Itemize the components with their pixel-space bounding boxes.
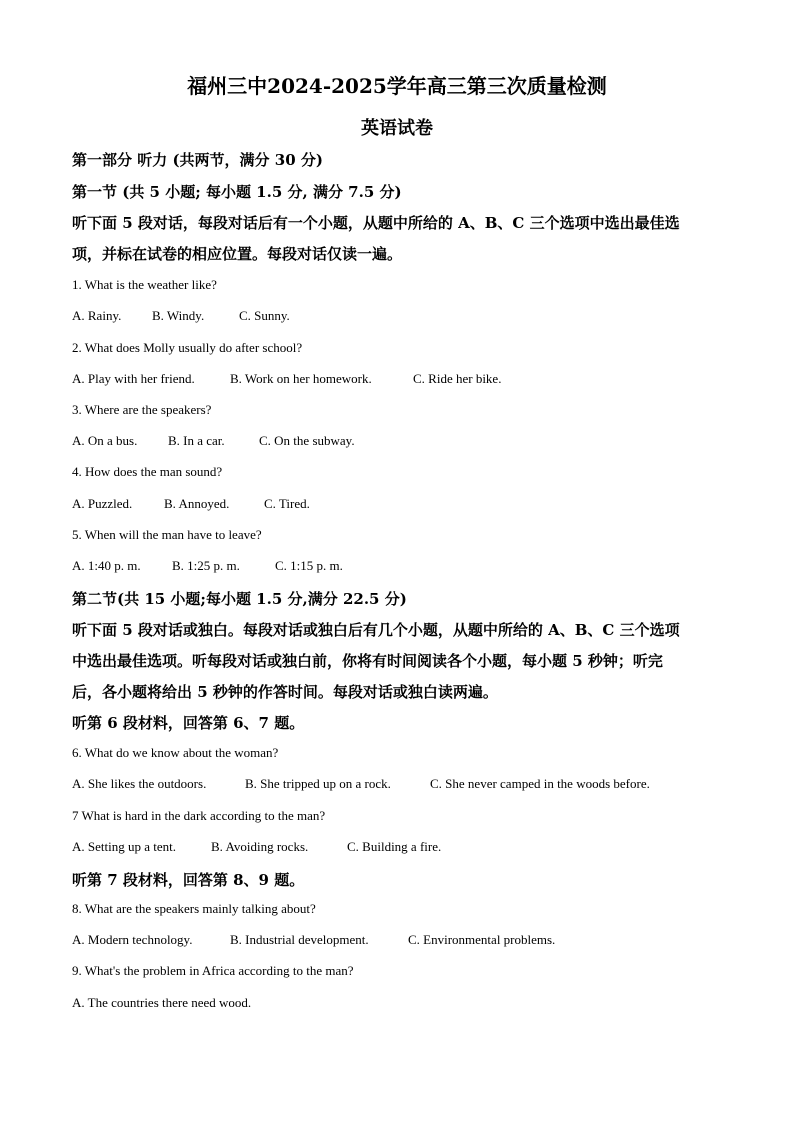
- question-options: [72, 558, 343, 574]
- option: C. Ride her bike.: [413, 371, 502, 386]
- option: A. Puzzled.: [72, 496, 133, 511]
- option: C. 1:15 p. m.: [275, 558, 343, 573]
- question-options: [72, 776, 650, 792]
- exam-title: 福州三中2024-2025学年高三第三次质量检测: [187, 74, 607, 98]
- question-options: [72, 433, 355, 449]
- option: B. Annoyed.: [164, 496, 230, 511]
- option: A. Setting up a tent.: [72, 839, 176, 854]
- option: A. Rainy.: [72, 308, 122, 323]
- option: C. Tired.: [264, 496, 310, 511]
- question-text: 9. What's the problem in Africa according to the man?: [72, 963, 354, 978]
- option: A. Modern technology.: [72, 932, 193, 947]
- question-options: [72, 839, 441, 855]
- option: B. In a car.: [168, 433, 225, 448]
- section1-instruction-line: 听下面 5 段对话，每段对话后有一个小题，从题中所给的 A、B、C 三个选项中选出最佳选: [72, 214, 680, 232]
- question-text: 6. What do we know about the woman?: [72, 745, 279, 760]
- question-text: 1. What is the weather like?: [72, 277, 217, 292]
- question-options: [72, 308, 290, 324]
- question-options: [72, 995, 251, 1011]
- question-text: 2. What does Molly usually do after school?: [72, 340, 303, 355]
- exam-subtitle: 英语试卷: [361, 118, 433, 139]
- option: B. Avoiding rocks.: [211, 839, 309, 854]
- question-options: [72, 932, 555, 948]
- section1-heading: 第一节 (共 5 小题; 每小题 1.5 分, 满分 7.5 分): [72, 183, 402, 201]
- question-options: [72, 496, 310, 512]
- question-text: 7 What is hard in the dark according to the man?: [72, 808, 326, 823]
- section2-instruction-line: 听下面 5 段对话或独白。每段对话或独白后有几个小题，从题中所给的 A、B、C 三个选项: [72, 621, 680, 639]
- option: C. Sunny.: [239, 308, 290, 323]
- option: C. She never camped in the woods before.: [430, 776, 650, 791]
- option: B. Industrial development.: [230, 932, 369, 947]
- option: B. Windy.: [152, 308, 205, 323]
- part1-heading: 第一部分 听力 (共两节，满分 30 分): [72, 151, 323, 169]
- question-options: [72, 371, 501, 387]
- option: B. She tripped up on a rock.: [245, 776, 391, 791]
- option: B. 1:25 p. m.: [172, 558, 240, 573]
- option: A. On a bus.: [72, 433, 138, 448]
- option: A. She likes the outdoors.: [72, 776, 207, 791]
- question-text: 4. How does the man sound?: [72, 464, 223, 479]
- question-text: 5. When will the man have to leave?: [72, 527, 262, 542]
- material-6-heading: 听第 6 段材料，回答第 6、7 题。: [72, 714, 305, 732]
- question-text: 3. Where are the speakers?: [72, 402, 212, 417]
- section1-instruction-line: 项，并标在试卷的相应位置。每段对话仅读一遍。: [72, 245, 403, 263]
- option: C. Environmental problems.: [408, 932, 556, 947]
- option: C. Building a fire.: [347, 839, 442, 854]
- section2-instruction-line: 中选出最佳选项。听每段对话或独白前，你将有时间阅读各个小题，每小题 5 秒钟；听完: [72, 652, 663, 670]
- section2-heading: 第二节(共 15 小题;每小题 1.5 分,满分 22.5 分): [72, 590, 407, 608]
- option: C. On the subway.: [259, 433, 355, 448]
- option: B. Work on her homework.: [230, 371, 372, 386]
- section2-instruction-line: 后，各小题将给出 5 秒钟的作答时间。每段对话或独白读两遍。: [72, 683, 498, 701]
- option: A. 1:40 p. m.: [72, 558, 141, 573]
- option: A. The countries there need wood.: [72, 995, 252, 1010]
- option: A. Play with her friend.: [72, 371, 195, 386]
- question-text: 8. What are the speakers mainly talking about?: [72, 901, 316, 916]
- material-7-heading: 听第 7 段材料，回答第 8、9 题。: [72, 871, 305, 889]
